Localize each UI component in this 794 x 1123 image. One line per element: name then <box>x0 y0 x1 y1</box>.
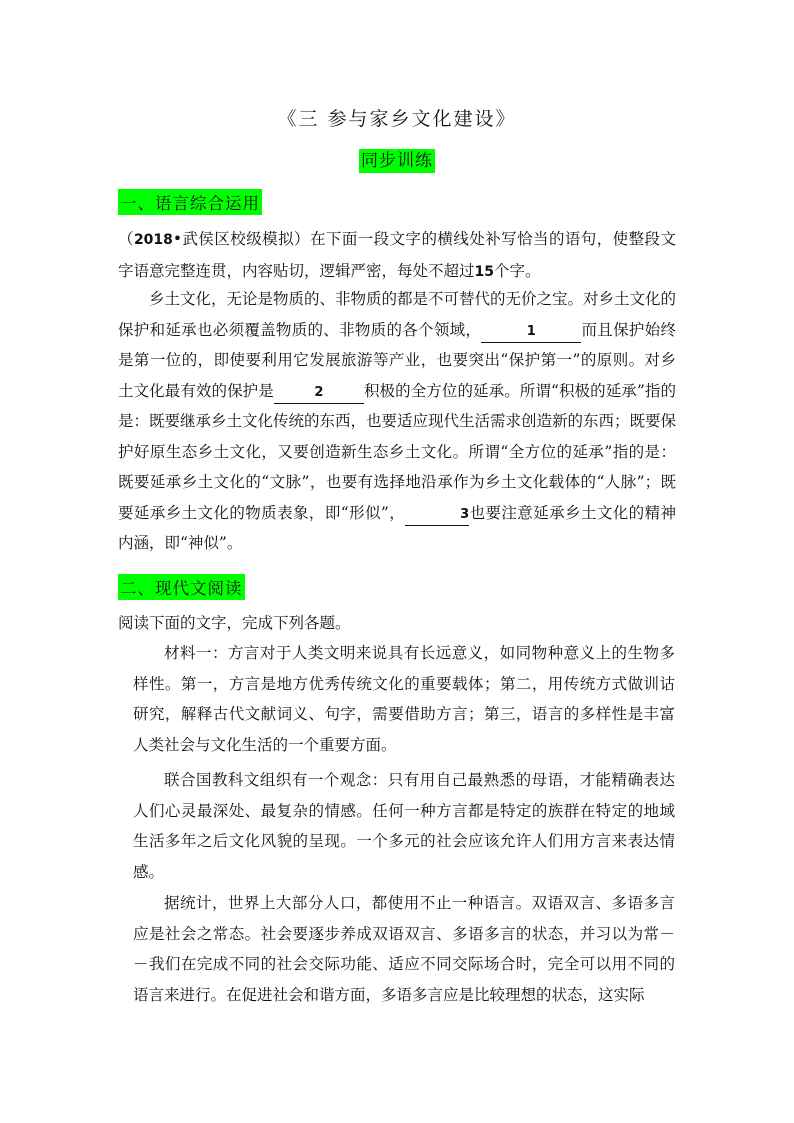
intro-text: •武侯区校级模拟）在下面一段文字的横线处补写恰当的语句，使整段文字语意完整连贯，内容贴切，逻辑严密，每处不超过 <box>118 230 676 280</box>
material-paragraph-2: 联合国教科文组织有一个观念：只有用自己最熟悉的母语，才能精确表达人们心灵最深处、最复杂的情感。任何一种方言都是特定的族群在特定的地域生活多年之后文化风貌的呈现。一个多元的社会应该允许人们用方言来表达情感。 <box>133 771 675 881</box>
material-paragraph-1: 材料一：方言对于人类文明来说具有长远意义，如同物种意义上的生物多样性。第一，方言是地方优秀传统文化的重要载体；第二，用传统方式做训诂研究，解释古代文献词义、句字，需要借助方言；第三，语言的多样性是丰富人类社会与文化生活的一个重要方面。 <box>133 644 675 754</box>
section-heading-language: 一、语言综合运用 <box>118 189 262 215</box>
intro-end: 个字。 <box>494 261 541 280</box>
section-heading-reading: 二、现代文阅读 <box>118 574 245 600</box>
passage-part-b: 而且保护始终是第一位的，即使要利用它发展旅游等产业，也要突出“保护第一”的原则。对乡土文化最有效的保护是 <box>118 320 676 400</box>
passage-part-d: 也要注意延承乡土文化的精神内涵，即“神似”。 <box>118 503 676 552</box>
fill-blank-2[interactable]: 2 <box>274 383 364 404</box>
subtitle-wrap <box>0 146 794 171</box>
passage-paragraph <box>118 284 676 559</box>
passage-part-a: 乡土文化，无论是物质的、非物质的都是不可替代的无价之宝。对乡土文化的保护和延承也必须覆盖物质的、非物质的各个领域， <box>118 290 677 339</box>
intro-year: 2018 <box>133 232 173 248</box>
fill-blank-1[interactable]: 1 <box>481 322 581 343</box>
document-title: 《三 参与家乡文化建设》 <box>277 108 517 130</box>
question-intro: （2018•武侯区校级模拟）在下面一段文字的横线处补写恰当的语句，使整段文字语意完整连贯，内容贴切，逻辑严密，每处不超过15个字。 <box>118 230 676 280</box>
reading-instruction: 阅读下面的文字，完成下列各题。 <box>118 614 351 632</box>
passage-part-c: 积极的全方位的延承。所谓“积极的延承”指的是：既要继承乡土文化传统的东西，也要适应现代生活需求创造新的东西；既要保护好原生态乡土文化，又要创造新生态乡土文化。所谓“全方位的延承”指的是：既要延承乡土文化的“文脉”，也要有选择地沿承作为乡土文化载体的“人脉”；既要延承乡土文化的物质表象，即“形似”， <box>118 381 677 522</box>
material-paragraph-3: 据统计，世界上大部分人口，都使用不止一种语言。双语双言、多语多言应是社会之常态。社会要逐步养成双语双言、多语多言的状态，并习以为常－－我们在完成不同的社会交际功能、适应不同交际场合时，完全可以用不同的语言来进行。在促进社会和谐方面，多语多言应是比较理想的状态，这实际 <box>133 894 675 1004</box>
intro-limit: 15 <box>474 263 494 280</box>
fill-blank-3[interactable]: 3 <box>405 505 469 526</box>
document-subtitle: 同步训练 <box>361 151 433 171</box>
